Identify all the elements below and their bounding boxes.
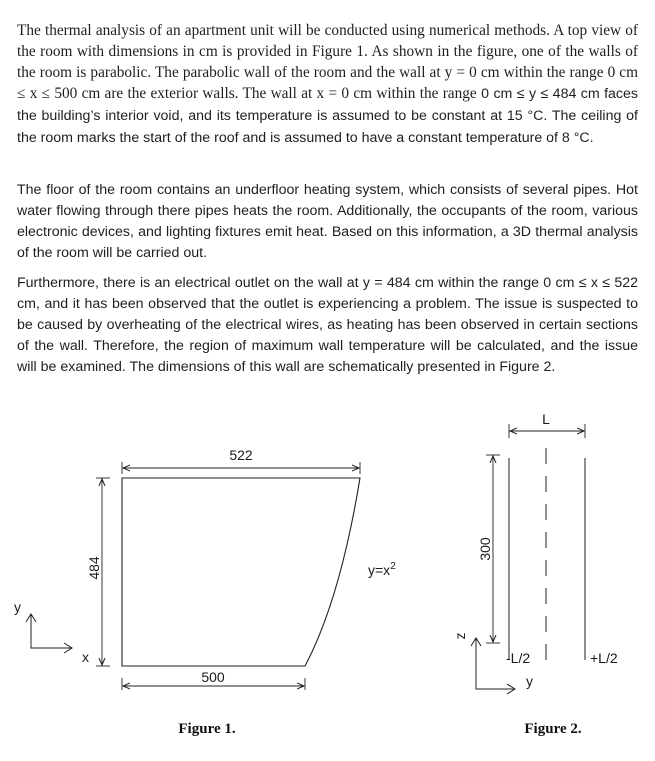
figure1-caption: Figure 1.	[178, 721, 236, 737]
height-label: 484	[86, 556, 102, 580]
room-outline	[122, 478, 360, 666]
figure2-caption: Figure 2.	[524, 721, 582, 737]
wall-height-dimension	[477, 455, 500, 643]
figure1-axes	[14, 599, 89, 665]
intro-text-serif: The thermal analysis of an apartment unit will be conducted using numerical methods. A top view of the room with dimensions in cm is provided in Figure 1. As shown in the figure, one of the walls of the room is parabolic. The parabolic wall of the room and the wall at y = 0 cm within the range 0 cm ≤ x ≤ 500 cm are the exterior walls. The wall at x = 0 cm within the range	[17, 22, 638, 102]
top-dimension	[122, 447, 360, 474]
width-dimension	[509, 411, 585, 438]
x-axis-label: x	[82, 649, 89, 665]
heating-paragraph: The floor of the room contains an underfloor heating system, which consists of several pipes. Hot water flowing through there pipes heats the room. Additionally, the occupants of the room, various electronic devices, and lighting fixtures emit heat. Based on this information, a 3D thermal analysis of the room will be carried out.	[17, 182, 638, 261]
bottom-width-label: 500	[201, 669, 225, 685]
width-label: L	[542, 411, 550, 427]
figure-1	[14, 447, 396, 737]
y-axis-label-fig2: y	[526, 673, 533, 689]
outlet-paragraph: Furthermore, there is an electrical outlet on the wall at y = 484 cm within the range 0 cm ≤ x ≤ 522 cm, and it has been observed that the outlet is experiencing a problem. The issue is suspected to be caused by overheating of the electrical wires, as heating has been observed in certain sections of the wall. Therefore, the region of maximum wall temperature will be calculated, and the issue will be examined. The dimensions of this wall are schematically presented in Figure 2.	[17, 275, 638, 375]
wall-height-label: 300	[477, 537, 493, 561]
top-width-label: 522	[229, 447, 253, 463]
bottom-dimension	[122, 669, 305, 690]
right-edge-label: +L/2	[590, 650, 618, 666]
z-axis-label: z	[452, 632, 468, 640]
intro-text-sans: 0 cm ≤ y ≤ 484 cm faces the building’s interior void, and its temperature is assumed to be constant at 15 °C. The ceiling of the room marks the start of the roof and is assumed to have a constant temperature of 8 °C.	[17, 86, 639, 146]
figure-2	[452, 411, 618, 737]
height-dimension	[86, 478, 110, 666]
curve-label: $y=x^2$	[368, 561, 396, 578]
left-edge-label: -L/2	[506, 650, 531, 666]
y-axis-label: y	[14, 599, 21, 615]
